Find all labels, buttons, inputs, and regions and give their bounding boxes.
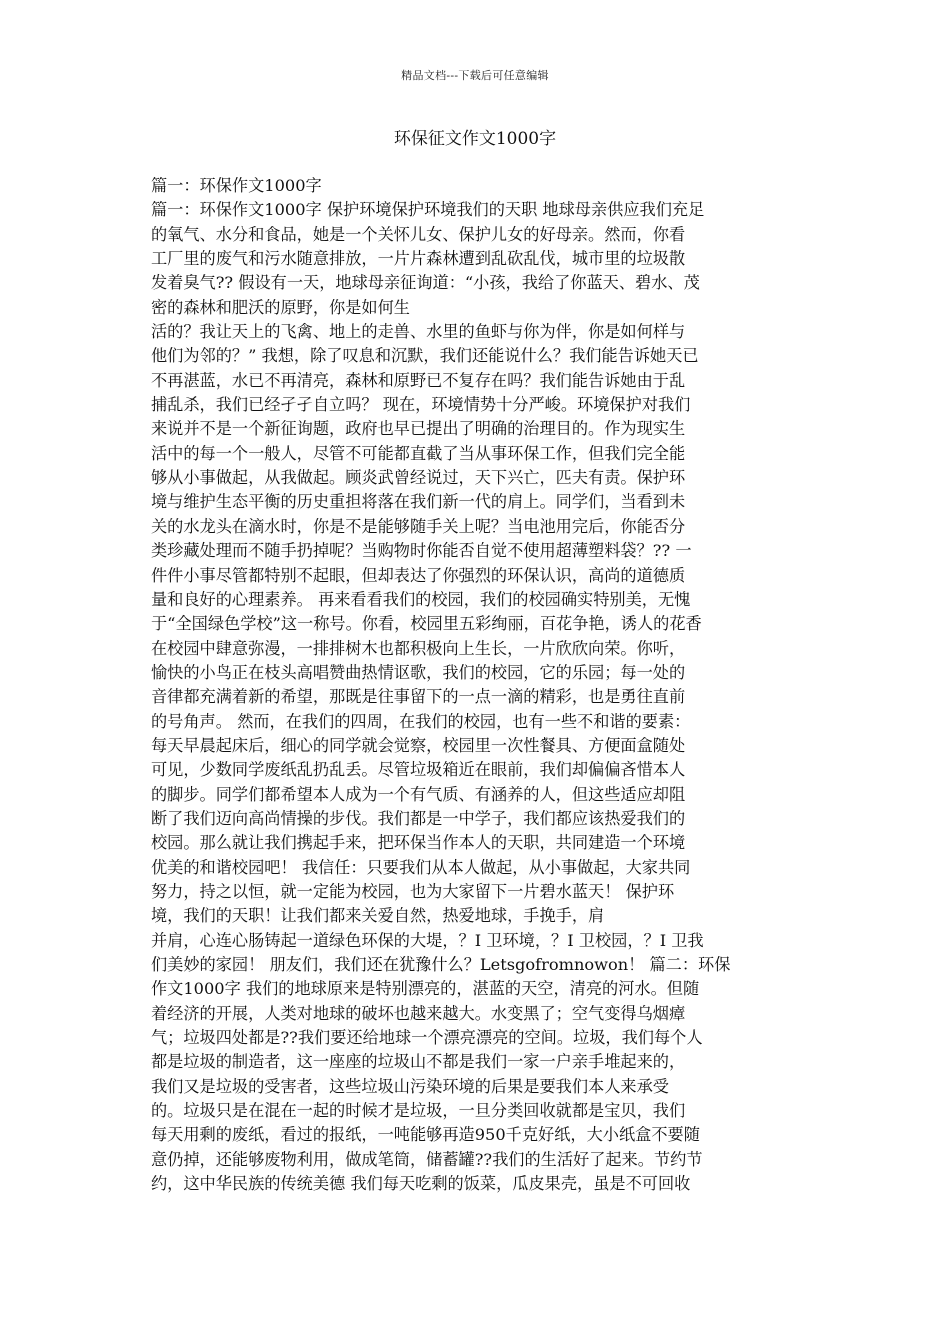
text-line: 来说并不是一个新征询题，政府也早已提出了明确的治理目的。作为现实生 [151,419,686,439]
text-line: 约，这中华民族的传统美德 我们每天吃剩的饭菜，瓜皮果壳，虽是不可回收 [151,1174,691,1194]
text-line: 的。垃圾只是在混在一起的时候才是垃圾，一旦分类回收就都是宝贝，我们 [151,1101,686,1121]
text-line: 件件小事尽管都特别不起眼，但却表达了你强烈的环保认识，高尚的道德质 [151,565,686,585]
text-line: 类珍藏处理而不随手扔掉呢？当购物时你能否自觉不使用超薄塑料袋？?? 一 [151,541,692,561]
text-line: 音律都充满着新的希望，那既是往事留下的一点一滴的精彩，也是勇往直前 [151,687,686,707]
text-line: 境与维护生态平衡的历史重担将落在我们新一代的肩上。同学们，当看到未 [151,492,686,512]
text-line: 优美的和谐校园吧！ 我信任：只要我们从本人做起，从小事做起，大家共同 [151,857,691,877]
text-line: 并肩，心连心肠铸起一道绿色环保的大堤，？I 卫环境，？I 卫校园，？I 卫我 [151,930,704,950]
text-line: 发着臭气?? 假设有一天，地球母亲征询道：“小孩，我给了你蓝天、碧水、茂 [151,273,700,293]
body-text [151,174,801,1196]
header-note: 精品文档---下载后可任意编辑 [401,69,549,82]
text-line: 着经济的开展，人类对地球的破坏也越来越大。水变黑了；空气变得乌烟瘴 [151,1003,686,1023]
text-line: 他们为邻的？” 我想，除了叹息和沉默，我们还能说什么？我们能告诉她天已 [151,346,699,366]
text-line: 密的森林和肥沃的原野，你是如何生 [151,297,410,317]
text-line: 工厂里的废气和污水随意排放，一片片森林遭到乱砍乱伐，城市里的垃圾散 [151,249,686,269]
text-line: 的号角声。 然而，在我们的四周，在我们的校园，也有一些不和谐的要素： [151,711,691,731]
text-line: 于“全国绿色学校”这一称号。你看，校园里五彩绚丽，百花争艳，诱人的花香 [151,614,702,634]
text-line: 作文1000字 我们的地球原来是特别漂亮的，湛蓝的天空，清亮的河水。但随 [151,979,700,999]
text-line: 愉快的小鸟正在枝头高唱赞曲热情讴歌，我们的校园，它的乐园；每一处的 [151,662,686,682]
text-line: 量和良好的心理素养。 再来看看我们的校园，我们的校园确实特别美，无愧 [151,589,691,609]
text-line: 气；垃圾四处都是??我们要还给地球一个漂亮漂亮的空间。垃圾，我们每个人 [151,1028,703,1048]
text-line: 都是垃圾的制造者，这一座座的垃圾山不都是我们一家一户亲手堆起来的， [151,1052,686,1072]
text-line: 境，我们的天职！让我们都来关爱自然，热爱地球，手挽手，肩 [151,906,605,926]
text-line: 活的？我让天上的飞禽、地上的走兽、水里的鱼虾与你为伴，你是如何样与 [151,322,686,342]
text-line: 我们又是垃圾的受害者，这些垃圾山污染环境的后果是要我们本人来承受 [151,1076,669,1096]
text-line: 的氧气、水分和食品，她是一个关怀儿女、保护儿女的好母亲。然而，你看 [151,224,686,244]
text-line: 关的水龙头在滴水时，你是不是能够随手关上呢？当电池用完后，你能否分 [151,516,686,536]
text-line: 在校园中肆意弥漫，一排排树木也都积极向上生长，一片欣欣向荣。你听， [151,638,686,658]
text-line: 可见，少数同学废纸乱扔乱丢。尽管垃圾箱近在眼前，我们却偏偏吝惜本人 [151,760,686,780]
text-line: 的脚步。同学们都希望本人成为一个有气质、有涵养的人，但这些适应却阻 [151,784,686,804]
text-line: 篇一：环保作文1000字 [151,176,322,195]
text-line: 断了我们迈向高尚情操的步伐。我们都是一中学子，我们都应该热爱我们的 [151,808,686,828]
text-line: 意仍掉，还能够废物利用，做成笔筒，储蓄罐??我们的生活好了起来。节约节 [151,1149,703,1169]
text-line: 每天早晨起床后，细心的同学就会觉察，校园里一次性餐具、方便面盒随处 [151,735,686,755]
text-line: 捕乱杀，我们已经孑孑自立吗？ 现在，环境情势十分严峻。环境保护对我们 [151,395,691,415]
text-line: 篇一：环保作文1000字 保护环境保护环境我们的天职 地球母亲供应我们充足 [151,200,705,220]
text-line: 们美妙的家园！ 朋友们，我们还在犹豫什么？Letsgofromnowon！ 篇二：环保 [151,955,731,974]
text-line: 努力，持之以恒，就一定能为校园，也为大家留下一片碧水蓝天！ 保护环 [151,881,675,901]
text-line: 够从小事做起，从我做起。顾炎武曾经说过，天下兴亡，匹夫有责。保护环 [151,468,686,488]
text-line: 校园。那么就让我们携起手来，把环保当作本人的天职，共同建造一个环境 [151,833,686,853]
text-line: 每天用剩的废纸，看过的报纸，一吨能够再造950千克好纸，大小纸盒不要随 [151,1125,700,1145]
document-title: 环保征文作文1000字 [393,129,557,149]
text-line: 活中的每一个一般人，尽管不可能都直截了当从事环保工作，但我们完全能 [151,443,686,463]
text-line: 不再湛蓝，水已不再清亮，森林和原野已不复存在吗？我们能告诉她由于乱 [151,370,686,390]
